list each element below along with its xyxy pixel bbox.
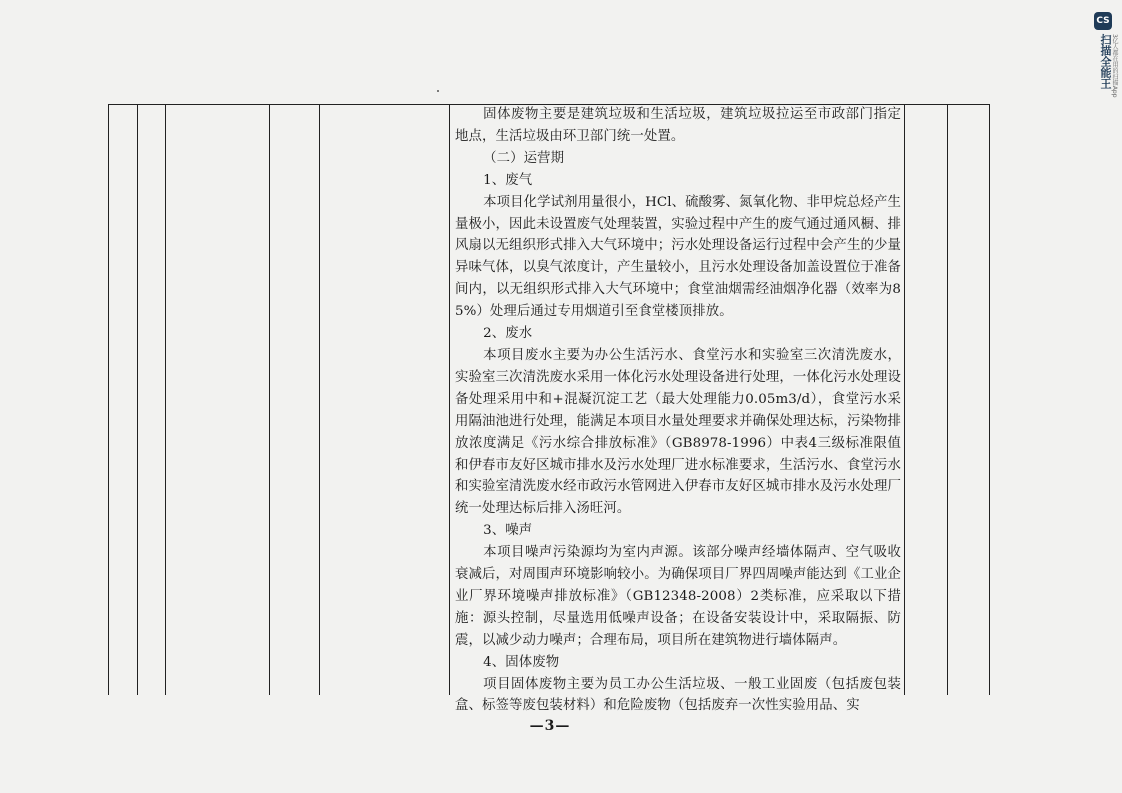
- page-number: —3—: [529, 718, 571, 734]
- section-heading: 3、噪声: [483, 523, 533, 539]
- watermark-title: 扫描全能王: [1099, 34, 1112, 89]
- section-heading: （二）运营期: [483, 150, 565, 166]
- paragraph: 固体废物主要是建筑垃圾和生活垃圾，建筑垃圾拉运至市政部门指定地点，生活垃圾由环卫部门统一处置。: [455, 107, 901, 144]
- section-heading: 4、固体废物: [483, 654, 560, 670]
- table-column-divider: [449, 105, 450, 695]
- paragraph: 本项目噪声污染源均为室内声源。该部分噪声经墙体隔声、空气吸收衰减后，对周围声环境影响较小。为确保项目厂界四周噪声能达到《工业企业厂界环境噪声排放标准》（GB12348-2008）2类标准，应采取以下措施：源头控制，尽量选用低噪声设备；在设备安装设计中，采取隔振、防震，以减少动力噪声；合理布局，项目所在建筑物进行墙体隔声。: [455, 545, 901, 648]
- watermark-subtitle: 3亿人都在用的扫描App: [1111, 34, 1118, 98]
- paragraph: 本项目化学试剂用量很小，HCl、硫酸雾、氮氧化物、非甲烷总烃产生量极小，因此未设置废气处理装置，实验过程中产生的废气通过通风橱、排风扇以无组织形式排入大气环境中；污水处理设备运行过程中会产生的少量异味气体，以臭气浓度计，产生量较小，且污水处理设备加盖设置位于准备间内，以无组织形式排入大气环境中；食堂油烟需经油烟净化器（效率为85%）处理后通过专用烟道引至食堂楼顶排放。: [455, 194, 901, 320]
- camscanner-logo-icon: CS: [1094, 12, 1112, 30]
- table-column-divider: [137, 105, 138, 695]
- scan-speck: [437, 90, 439, 92]
- paragraph: 项目固体废物主要为员工办公生活垃圾、一般工业固废（包括废包装盒、标签等废包装材料）和危险废物（包括废弃一次性实验用品、实: [455, 676, 901, 714]
- table-column-divider: [947, 105, 948, 695]
- section-heading: 2、废水: [483, 326, 533, 342]
- section-heading: 1、废气: [483, 172, 533, 188]
- table-column-divider: [904, 105, 905, 695]
- table-column-divider: [165, 105, 166, 695]
- table-column-divider: [319, 105, 320, 695]
- camscanner-watermark: [1092, 12, 1120, 122]
- table-column-divider: [269, 105, 270, 695]
- document-body: [455, 104, 901, 717]
- paragraph: 本项目废水主要为办公生活污水、食堂污水和实验室三次清洗废水，实验室三次清洗废水采用一体化污水处理设备进行处理，一体化污水处理设备处理采用中和+混凝沉淀工艺（最大处理能力0.05m3/d），食堂污水采用隔油池进行处理，能满足本项目水量处理要求并确保处理达标，污染物排放浓度满足《污水综合排放标准》（GB8978-1996）中表4三级标准限值和伊春市友好区城市排水及污水处理厂进水标准要求，生活污水、食堂污水和实验室清洗废水经市政污水管网进入伊春市友好区城市排水及污水处理厂统一处理达标后排入汤旺河。: [455, 347, 901, 517]
